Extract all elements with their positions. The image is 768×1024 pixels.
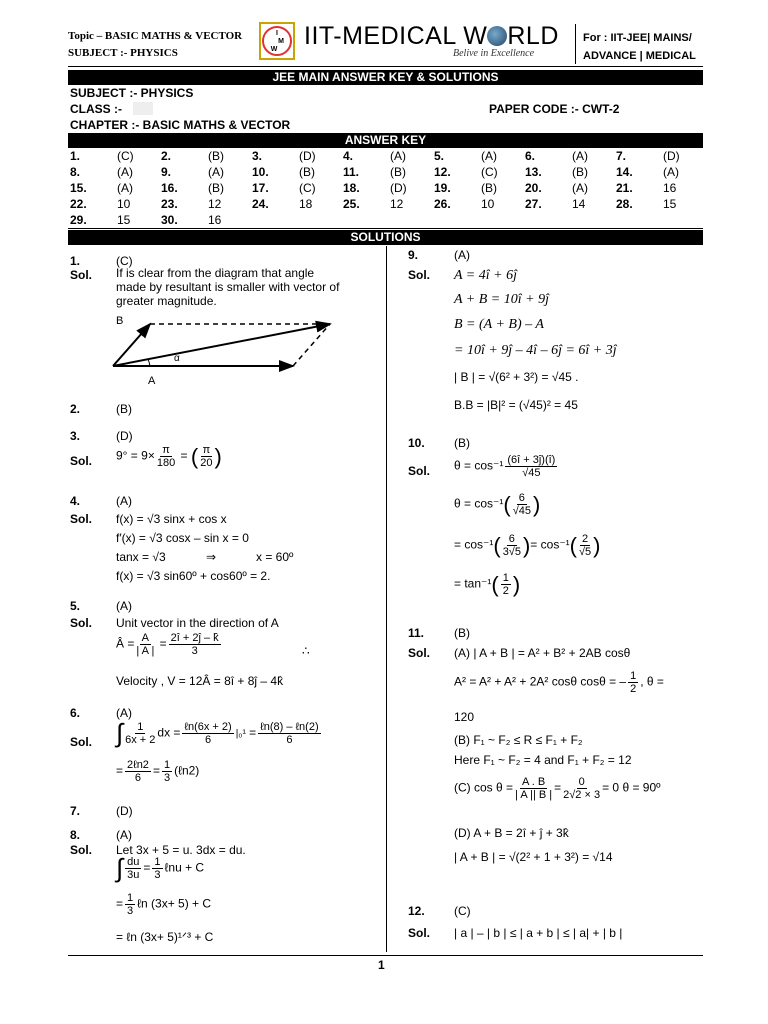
q6-sol-label: Sol.	[70, 735, 93, 749]
q11-line4: (B) F₁ ~ F₂ ≤ R ≤ F₁ + F₂	[454, 733, 583, 747]
q8-line3: = $\frac{1}{3}$ ℓn (3x+ 5) + C	[116, 892, 212, 917]
q10-line3: = cos⁻¹( $\frac{6}{3√5}$ )= cos⁻¹( $\frac{2}{√5}$ )	[454, 533, 601, 558]
answer-key-answer: (C)	[117, 149, 134, 163]
answer-key-number: 9.	[161, 165, 172, 179]
q3-sol-label: Sol.	[70, 454, 93, 468]
q12-answer: (C)	[454, 904, 471, 918]
answer-key-answer: (B)	[572, 165, 588, 179]
answer-key-number: 29.	[70, 213, 87, 227]
q5-sol-label: Sol.	[70, 616, 93, 630]
answer-key-answer: 16	[208, 213, 222, 227]
globe-icon	[487, 26, 507, 46]
answer-key-number: 26.	[434, 197, 451, 211]
answer-key-number: 15.	[70, 181, 87, 195]
answer-key-number: 30.	[161, 213, 178, 227]
q9-line4: = 10î + 9ĵ – 4î – 6ĵ = 6î + 3ĵ	[454, 343, 617, 358]
q4-answer: (A)	[116, 494, 132, 508]
q11-number: 11.	[408, 626, 425, 640]
q11-answer: (B)	[454, 626, 470, 640]
answer-key-number: 23.	[161, 197, 178, 211]
q12-line1: | a | – | b | ≤ | a + b | ≤ | a| + | b |	[454, 926, 623, 940]
page-number: 1	[378, 958, 385, 972]
q10-answer: (B)	[454, 436, 470, 450]
q7-answer: (D)	[116, 804, 133, 818]
header-divider	[575, 24, 576, 64]
q5-equation: Â = $\frac{A}{| A |}$ = $\frac{2î + 2ĵ - k̂}{3}$	[116, 632, 219, 657]
answer-key-number: 11.	[343, 165, 360, 179]
q8-line4: = ℓn (3x+ 5)¹ᐟ³ + C	[116, 930, 214, 944]
q11-line7: (D) A + B = 2î + ĵ + 3k̂	[454, 826, 569, 840]
q8-sol-label: Sol.	[70, 843, 93, 857]
q11-sol-label: Sol.	[408, 646, 431, 660]
class-box	[133, 102, 153, 115]
answer-key-number: 21.	[616, 181, 633, 195]
answer-key-number: 2.	[161, 149, 172, 163]
q9-sol-label: Sol.	[408, 268, 431, 282]
answer-key-answer: 18	[299, 197, 313, 211]
q2-number: 2.	[70, 402, 81, 416]
q8-line2: ∫ $\frac{du}{3u}$ = $\frac{1}{3}$ ℓnu + C	[116, 853, 205, 883]
q9-line1: A = 4î + 6ĵ	[454, 268, 517, 283]
q3-equation: 9° = 9× $\frac{\pi}{180}$ = ( $\frac{\pi}{20}$ )	[116, 444, 222, 469]
answer-key-number: 12.	[434, 165, 451, 179]
q12-sol-label: Sol.	[408, 926, 431, 940]
q9-answer: (A)	[454, 248, 470, 262]
q11-line5: Here F₁ ~ F₂ = 4 and F₁ + F₂ = 12	[454, 753, 632, 767]
answer-key-number: 17.	[252, 181, 269, 195]
q4-line2: f′(x) = √3 cosx – sin x = 0	[116, 531, 249, 545]
svg-text:W: W	[270, 46, 278, 53]
q6-number: 6.	[70, 706, 81, 720]
answer-key-number: 13.	[525, 165, 542, 179]
answer-key-grid	[70, 149, 710, 229]
answer-key-number: 19.	[434, 181, 451, 195]
answer-key-row	[70, 181, 710, 197]
q5-answer: (A)	[116, 599, 132, 613]
answer-key-answer: (C)	[299, 181, 316, 195]
answer-key-number: 22.	[70, 197, 87, 211]
q4-line1: f(x) = √3 sinx + cos x	[116, 512, 227, 526]
answer-key-answer: (A)	[572, 181, 588, 195]
q5-line1: Unit vector in the direction of A	[116, 616, 279, 630]
answer-key-number: 25.	[343, 197, 360, 211]
answer-key-title: ANSWER KEY	[68, 133, 703, 148]
q9-line3: B = (A + B) – A	[454, 317, 544, 332]
q4-number: 4.	[70, 494, 81, 508]
header-target: For : IIT-JEE| MAINS/ ADVANCE | MEDICAL	[583, 32, 696, 62]
answer-key-answer: 10	[117, 197, 131, 211]
q12-number: 12.	[408, 904, 425, 918]
answer-key-answer: (D)	[390, 181, 407, 195]
q11-line6: (C) cos θ = $\frac{A . B}{| A || B |}$ = $\frac{0}{2√2 \times 3}$ = 0 θ = 90º	[454, 776, 661, 801]
q4-sol-label: Sol.	[70, 512, 93, 526]
answer-key-number: 20.	[525, 181, 542, 195]
q9-line5: | B | = √(6² + 3²) = √45 .	[454, 370, 579, 384]
answer-key-answer: (D)	[299, 149, 316, 163]
q1-label-a: A	[148, 375, 156, 387]
answer-key-answer: (B)	[208, 149, 224, 163]
info-class: CLASS :-	[70, 102, 122, 116]
answer-key-answer: (B)	[481, 181, 497, 195]
q11-line8: | A + B | = √(2² + 1 + 3²) = √14	[454, 850, 613, 864]
q10-line2: θ = cos⁻¹( $\frac{6}{√45}$ )	[454, 492, 541, 517]
answer-key-answer: (B)	[299, 165, 315, 179]
answer-key-row	[70, 149, 710, 165]
answer-key-number: 3.	[252, 149, 263, 163]
column-divider	[386, 246, 387, 952]
q9-number: 9.	[408, 248, 419, 262]
q9-line2: A + B = 10î + 9ĵ	[454, 292, 549, 307]
answer-key-answer: (A)	[481, 149, 497, 163]
answer-key-number: 6.	[525, 149, 536, 163]
q3-answer: (D)	[116, 429, 133, 443]
answer-key-number: 4.	[343, 149, 354, 163]
q9-line6: B.B = |B|² = (√45)² = 45	[454, 398, 578, 412]
answer-key-number: 28.	[616, 197, 633, 211]
answer-key-answer: 12	[208, 197, 222, 211]
q6-result: = $\frac{\text{2ℓn2}}{6}$ = $\frac{1}{3}$ (ℓn2)	[116, 759, 200, 784]
q4-line3b: ⇒	[206, 550, 217, 564]
q8-line1: Let 3x + 5 = u. 3dx = du.	[116, 843, 246, 857]
answer-key-number: 24.	[252, 197, 269, 211]
q5-therefore: ∴	[302, 644, 310, 658]
answer-key-number: 27.	[525, 197, 542, 211]
answer-key-answer: 12	[390, 197, 404, 211]
answer-key-row	[70, 165, 710, 181]
answer-key-number: 16.	[161, 181, 178, 195]
q6-equation: ∫ $\frac{1}{6x + 2}$ dx = $\frac{\text{ℓn(6x + 2)}}{6}$ |₀¹ = $\frac{\text{ℓn(8) – ℓn(2)}}{6}$	[116, 718, 319, 748]
answer-key-answer: (D)	[663, 149, 680, 163]
header-rule	[68, 66, 703, 67]
answer-key-answer: (A)	[572, 149, 588, 163]
solutions-title: SOLUTIONS	[68, 230, 703, 245]
answer-key-answer: 16	[663, 181, 677, 195]
answer-key-answer: 10	[481, 197, 495, 211]
answer-key-answer: 15	[663, 197, 677, 211]
q10-sol-label: Sol.	[408, 464, 431, 478]
footer-rule	[68, 955, 703, 956]
answer-key-number: 7.	[616, 149, 627, 163]
q10-line4: = tan⁻¹( $\frac{1}{2}$ )	[454, 572, 521, 597]
svg-text:I: I	[276, 30, 278, 37]
q11-line2: A² = A² + A² + 2A² cosθ cosθ = – $\frac{1}{2}$ , θ =	[454, 670, 664, 695]
q8-answer: (A)	[116, 828, 132, 842]
header-topic: Topic – BASIC MATHS & VECTOR SUBJECT :- PHYSICS	[68, 30, 243, 59]
q10-line1: θ = cos⁻¹ $\frac{(6î + 3ĵ)(î)}{√45}$	[454, 454, 556, 479]
answer-key-row	[70, 213, 710, 229]
info-paper-code: PAPER CODE :- CWT-2	[489, 102, 620, 116]
q11-line3: 120	[454, 710, 475, 724]
answer-key-answer: 15	[117, 213, 131, 227]
answer-key-number: 18.	[343, 181, 360, 195]
answer-key-number: 10.	[252, 165, 269, 179]
q5-velocity: Velocity , V = 12Â = 8î + 8ĵ – 4k̂	[116, 674, 284, 688]
q7-number: 7.	[70, 804, 81, 818]
q1-sol-label: Sol.	[70, 268, 93, 282]
q1-number: 1.	[70, 254, 81, 268]
answer-key-number: 14.	[616, 165, 633, 179]
answer-key-answer: (A)	[117, 165, 133, 179]
q1-label-alpha: α	[174, 353, 180, 364]
q2-answer: (B)	[116, 402, 132, 416]
answer-key-answer: (A)	[208, 165, 224, 179]
answer-key-answer: 14	[572, 197, 586, 211]
info-chapter: CHAPTER :- BASIC MATHS & VECTOR	[70, 118, 291, 132]
q3-number: 3.	[70, 429, 81, 443]
q4-line3a: tanx = √3	[116, 550, 166, 564]
q1-label-b: B	[116, 315, 124, 327]
answer-key-rule	[68, 228, 703, 229]
answer-key-answer: (A)	[117, 181, 133, 195]
q1-text: If is clear from the diagram that angle made by resultant is smaller with vector of greater magnitude.	[116, 266, 340, 308]
q8-number: 8.	[70, 828, 81, 842]
brand-title: IIT-MEDICAL W RLD	[304, 22, 559, 50]
q4-line4: f(x) = √3 sin60º + cos60º = 2.	[116, 569, 271, 583]
answer-key-row	[70, 197, 710, 213]
q1-answer: (C)	[116, 254, 133, 268]
answer-key-number: 8.	[70, 165, 81, 179]
banner: JEE MAIN ANSWER KEY & SOLUTIONS	[68, 70, 703, 85]
answer-key-answer: (B)	[208, 181, 224, 195]
q11-line1: (A) | A + B | = A² + B² + 2AB cosθ	[454, 646, 631, 660]
answer-key-answer: (A)	[663, 165, 679, 179]
logo-icon	[259, 22, 295, 60]
q10-number: 10.	[408, 436, 425, 450]
tagline: Belive in Excellence	[453, 48, 535, 59]
answer-key-answer: (B)	[390, 165, 406, 179]
q5-number: 5.	[70, 599, 81, 613]
answer-key-answer: (C)	[481, 165, 498, 179]
q6-answer: (A)	[116, 706, 132, 720]
info-subject: SUBJECT :- PHYSICS	[70, 86, 194, 100]
q4-line3c: x = 60º	[256, 550, 294, 564]
answer-key-number: 1.	[70, 149, 81, 163]
svg-text:M: M	[278, 38, 284, 45]
answer-key-answer: (A)	[390, 149, 406, 163]
answer-key-number: 5.	[434, 149, 445, 163]
